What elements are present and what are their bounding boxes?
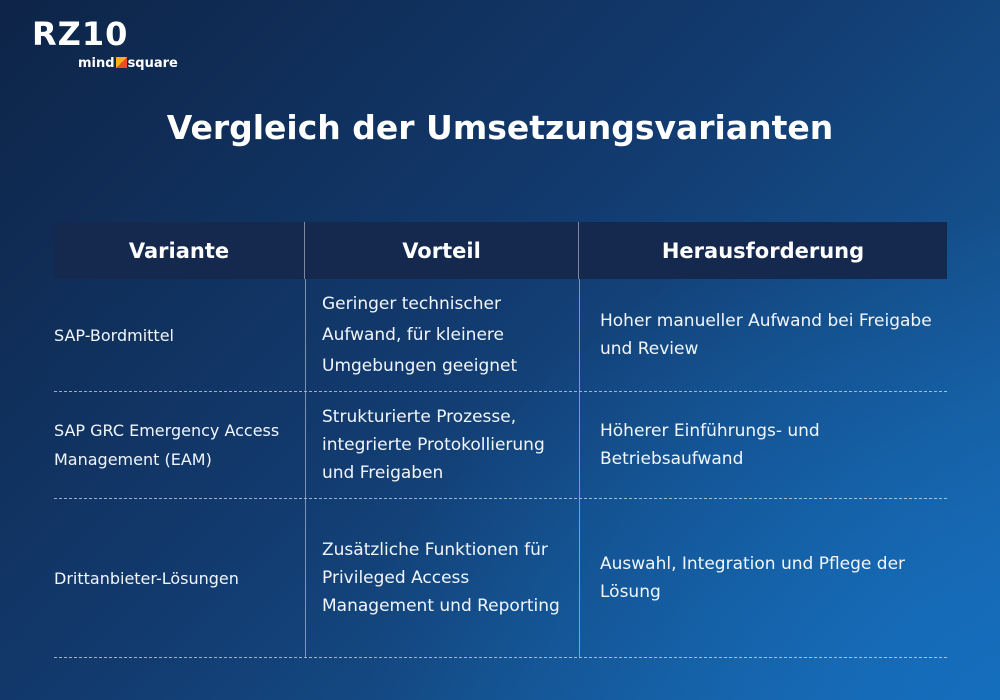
cell-herausforderung: Auswahl, Integration und Pflege der Lösung — [579, 499, 947, 657]
table-row — [54, 279, 947, 392]
rz10-mindsquare-logo — [32, 16, 202, 78]
cell-vorteil: Geringer technischer Aufwand, für kleinere Umgebungen geeignet — [305, 279, 579, 391]
table-row — [54, 499, 947, 658]
comparison-table — [54, 222, 947, 658]
logo-wordmark: RZ10 — [32, 15, 129, 53]
header-variante: Variante — [54, 222, 305, 279]
logo-subline — [78, 56, 178, 72]
logo-square-icon — [116, 57, 127, 68]
cell-vorteil: Zusätzliche Funktionen für Privileged Access Management und Reporting — [305, 499, 579, 657]
logo-sub-left: mind — [78, 56, 115, 71]
cell-variante: Drittanbieter-Lösungen — [54, 568, 239, 588]
cell-herausforderung: Höherer Einführungs- und Betriebsaufwand — [579, 392, 947, 498]
table-header — [54, 222, 947, 279]
header-vorteil: Vorteil — [305, 222, 579, 279]
cell-variante: SAP-Bordmittel — [54, 325, 174, 345]
page-title: Vergleich der Umsetzungsvarianten — [166, 108, 834, 147]
cell-variante: SAP GRC Emergency Access Management (EAM) — [54, 421, 280, 469]
cell-herausforderung: Hoher manueller Aufwand bei Freigabe und Review — [579, 279, 947, 391]
header-herausforderung: Herausforderung — [661, 238, 865, 263]
table-row — [54, 392, 947, 499]
cell-vorteil: Strukturierte Prozesse, integrierte Protokollierung und Freigaben — [305, 392, 579, 498]
logo-sub-right: square — [127, 56, 178, 71]
